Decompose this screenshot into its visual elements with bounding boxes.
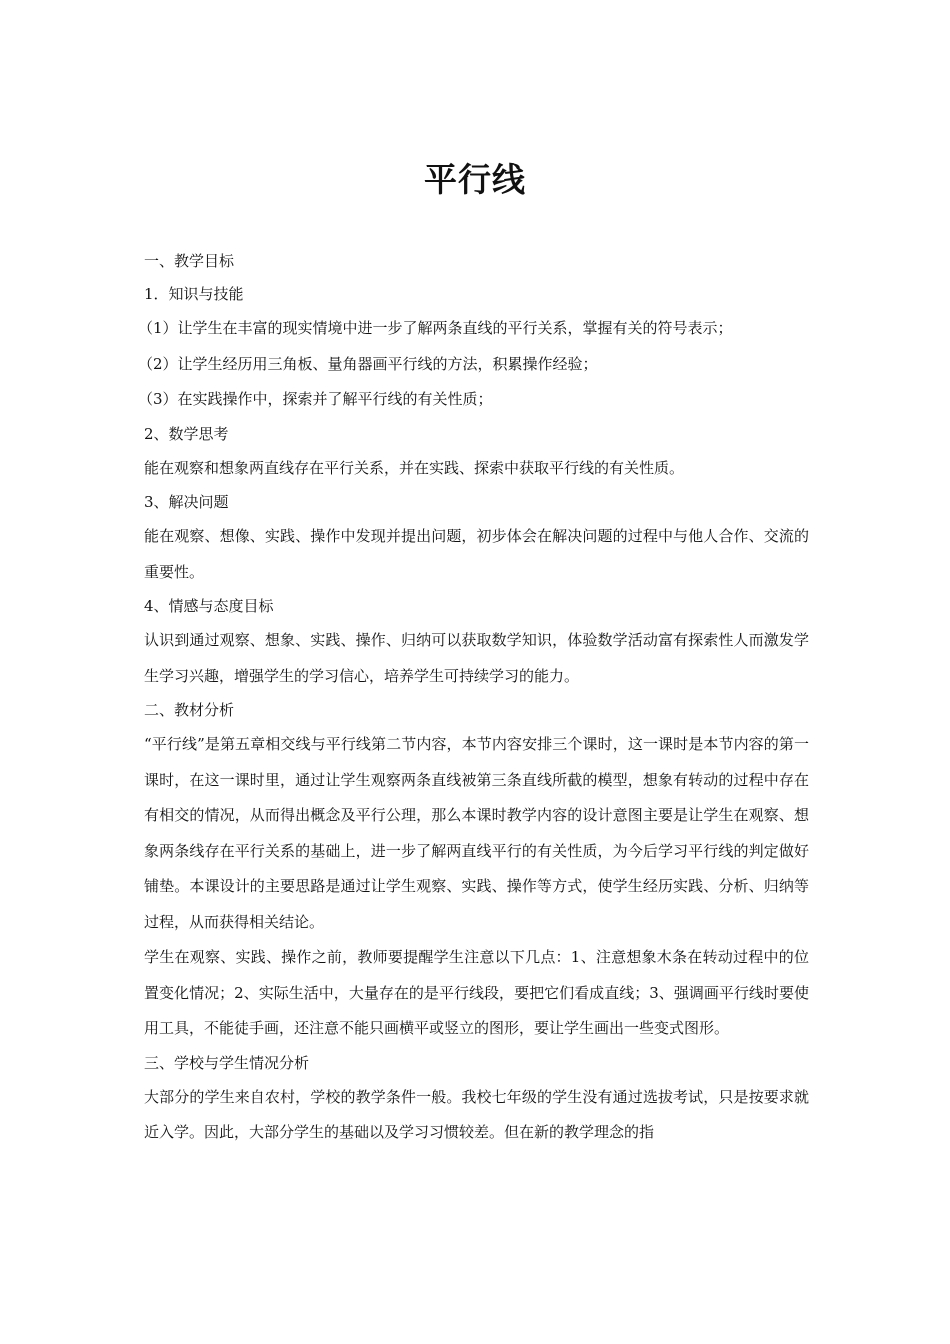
document-body [138,245,809,1151]
paragraph-school-students: 大部分的学生来自农村，学校的教学条件一般。我校七年级的学生没有通过选拔考试，只是按要求就近入学。因此，大部分学生的基础以及学习习惯较差。但在新的教学理念的指 [144,1087,809,1141]
paragraph-textbook-analysis-1: “平行线”是第五章相交线与平行线第二节内容，本节内容安排三个课时，这一课时是本节内容的第一课时，在这一课时里，通过让学生观察两条直线被第三条直线所截的模型，想象有转动的过程中存在有相交的情况，从而得出概念及平行公理，那么本课时教学内容的设计意图主要是让学生在观察、想象两条线存在平行关系的基础上，进一步了解两直线平行的有关性质，为今后学习平行线的判定做好铺垫。本课设计的主要思路是通过让学生观察、实践、操作等方式，使学生经历实践、分析、归纳等过程，从而获得相关结论。 [144,735,809,931]
subheading-math-thinking: 2、数学思考 [144,424,229,443]
list-item: （3）在实践操作中，探索并了解平行线的有关性质； [138,390,493,408]
paragraph-math-thinking: 能在观察和想象两直线存在平行关系，并在实践、探索中获取平行线的有关性质。 [144,458,685,477]
subheading-problem-solving: 3、解决问题 [144,493,229,511]
paragraph-problem-solving: 能在观察、想像、实践、操作中发现并提出问题，初步体会在解决问题的过程中与他人合作、交流的重要性。 [144,527,809,581]
section-heading-school-students: 三、学校与学生情况分析 [144,1053,310,1072]
section-heading-teaching-goals: 一、教学目标 [144,252,235,270]
list-item: （1）让学生在丰富的现实情境中进一步了解两条直线的平行关系，掌握有关的符号表示； [138,319,733,337]
list-item: （2）让学生经历用三角板、量角器画平行线的方法，积累操作经验； [138,354,598,373]
paragraph-emotion-attitude: 认识到通过观察、想象、实践、操作、归纳可以获取数学知识，体验数学活动富有探索性人而激发学生学习兴趣，增强学生的学习信心，培养学生可持续学习的能力。 [144,631,809,685]
section-heading-textbook-analysis: 二、教材分析 [144,701,235,719]
subheading-knowledge-skills: 1．知识与技能 [144,285,244,303]
document-title: 平行线 [424,160,526,199]
subheading-emotion-attitude: 4、情感与态度目标 [144,597,274,615]
paragraph-textbook-analysis-2: 学生在观察、实践、操作之前，教师要提醒学生注意以下几点：1、注意想象木条在转动过程中的位置变化情况；2、实际生活中，大量存在的是平行线段，要把它们看成直线；3、强调画平行线时要使用工具，不能徒手画，还注意不能只画横平或竖立的图形，要让学生画出一些变式图形。 [144,948,809,1037]
